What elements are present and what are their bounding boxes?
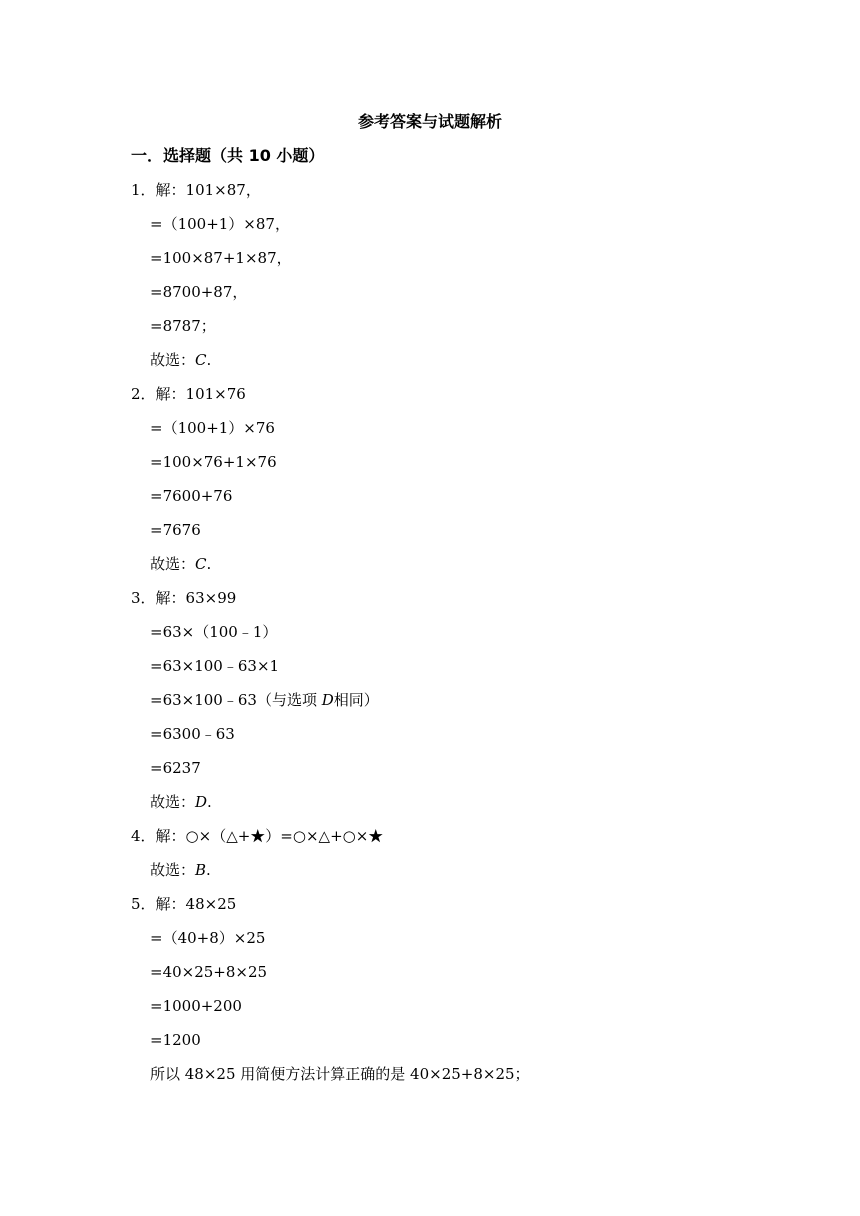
solution-4-line-1: 4．解：○×（△+★）=○×△+○×★	[131, 827, 384, 845]
solution-5-line-1: 5．解：48×25	[131, 895, 237, 913]
answer-suffix: .	[206, 555, 212, 573]
solution-1-line-5: =8787；	[150, 317, 216, 335]
solution-4-answer	[131, 858, 811, 892]
solution-2-answer	[131, 552, 811, 586]
solution-1-line-4: =8700+87，	[150, 283, 248, 301]
answer-letter: B	[195, 861, 207, 879]
solution-5-line-3: =40×25+8×25	[150, 963, 268, 981]
solution-2-line-3: =100×76+1×76	[150, 453, 277, 471]
answer-suffix: .	[207, 793, 212, 811]
answer-suffix: .	[206, 351, 212, 369]
solution-2-line-5: =7676	[150, 521, 201, 539]
solutions-body	[131, 178, 811, 1096]
answer-suffix: .	[206, 861, 211, 879]
line-text: 相同）	[333, 691, 379, 709]
solution-3-line-5: =6300﹣63	[150, 725, 235, 743]
page-title: 参考答案与试题解析	[357, 112, 502, 131]
solution-3-line-6: =6237	[150, 759, 201, 777]
solution-3-line-1: 3．解：63×99	[131, 589, 237, 607]
solution-1-line-3: =100×87+1×87，	[150, 249, 292, 267]
solution-3-answer	[131, 790, 811, 824]
solution-2-line-2: =（100+1）×76	[150, 419, 275, 437]
answer-letter: D	[195, 793, 208, 811]
solution-3-line-4	[131, 688, 811, 722]
answer-letter: C	[195, 351, 207, 369]
solution-5-line-5: =1200	[150, 1031, 201, 1049]
answer-prefix: 故选：	[150, 351, 196, 369]
answer-prefix: 故选：	[150, 861, 196, 879]
solution-5-line-2: =（40+8）×25	[150, 929, 266, 947]
answer-letter: C	[195, 555, 207, 573]
answer-prefix: 故选：	[150, 555, 196, 573]
solution-2-line-1: 2．解：101×76	[131, 385, 246, 403]
solution-1-answer	[131, 348, 811, 382]
answer-prefix: 故选：	[150, 793, 196, 811]
solution-5-conclusion: 所以 48×25 用简便方法计算正确的是 40×25+8×25；	[150, 1065, 530, 1083]
solution-1-line-2: =（100+1）×87，	[150, 215, 290, 233]
solution-1-line-1: 1．解：101×87，	[131, 181, 261, 199]
line-text: =63×100﹣63（与选项	[150, 691, 322, 709]
solution-5-line-4: =1000+200	[150, 997, 242, 1015]
solution-2-line-4: =7600+76	[150, 487, 233, 505]
section-heading: 一．选择题（共 10 小题）	[131, 146, 325, 165]
solution-3-line-3: =63×100﹣63×1	[150, 657, 280, 675]
option-letter: D	[321, 691, 334, 709]
solution-3-line-2: =63×（100﹣1）	[150, 623, 278, 641]
